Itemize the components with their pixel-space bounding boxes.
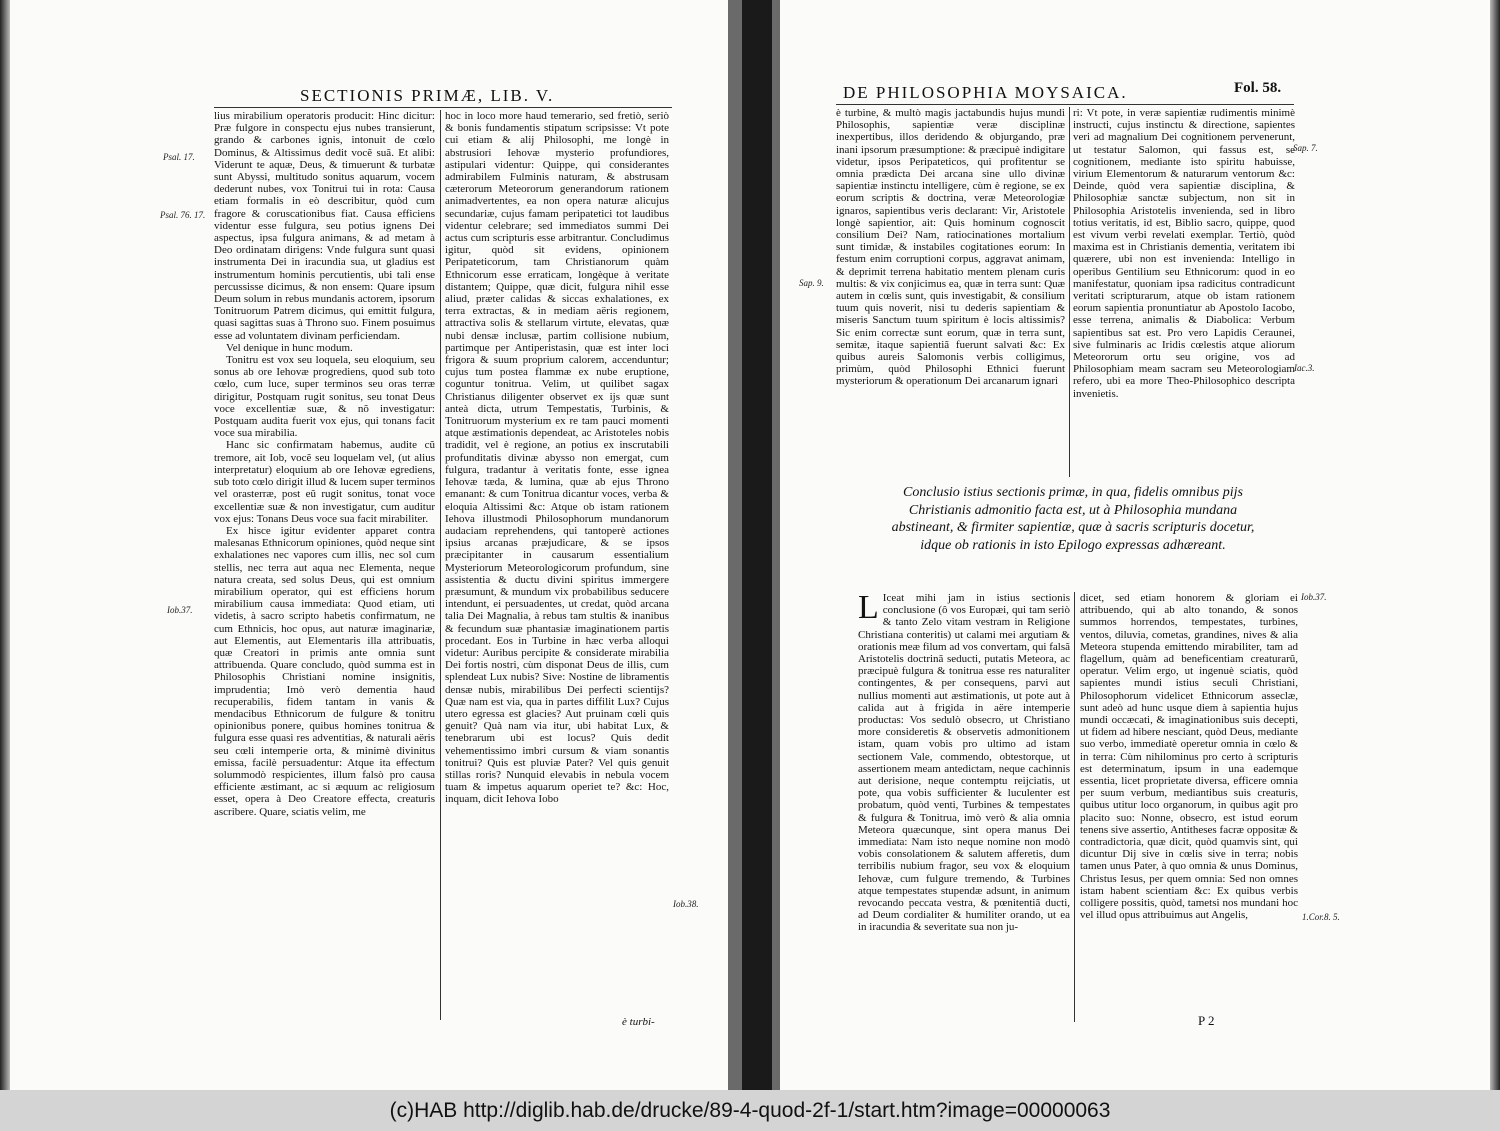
right-margin-note: Iob.37. [1301, 592, 1327, 602]
epilogue-column-b [1080, 592, 1298, 1032]
left-margin-note: Iob.38. [673, 899, 699, 909]
left-margin-note: Psal. 76. 17. [160, 210, 206, 220]
left-col-a-para-2: Vel denique in hunc modum. [226, 341, 353, 354]
section-conclusion-heading: Conclusio istius sectionis primæ, in qua, fidelis omnibus pijs Christianis admonitio facta est, ut à Philosophia mundana abstineant, & firmiter sapientiæ, quæ à sacris scripturis docetur, idque ob rationis in isto Epilogo expressas adhæreant. [891, 485, 1255, 553]
epilogue-a-text: Iceat mihi jam in istius sectionis conclusione (ô vos Europæi, qui tam seriò & tanto Zelo vitam vestram in Religione Christiana conteritis) ut calami mei argutiam & orationis meæ filum ad vos convertam, qui falsã Aristotelis doctrinã seducti, putatis Meteora, ac præcipuè fulgura & tonitrua esse res naturaliter contingentes, & per consequens, parvi aut nullius momenti aut æstimationis, ut pote aut à calida aut à frigida in aëre intemperie productas: Vos sedulò obsecro, ut Christiano more consideretis & observetis admonitionem istam, quam vobis pro ultimo ad istam sectionem Vale, commendo, obtestorque, ut assertionem meam antedictam, neque cachinnis aut derisione, neque contemptu reijciatis, ut pote, qua vobis sufficienter & luculenter est probatum, quòd venti, Turbines & tempestates & fulgura & Tonitrua, imò verò & alia omnia Meteora quæcunque, sint opera manus Dei immediata: Nam isto neque nomine non modò vobis consolationem & salutem afferetis, dum terribilis nubium fragor, seu vox & eloquium Iehovæ, cum fulgure tremendo, & Turbines atque tempestates stupendæ adsunt, in animum revocando peccata vestra, & pœnitentiã ducti, ad Deum cordialiter & humiliter orando, ut ea in iracundia & severitate sua non ju- [858, 592, 1070, 934]
right-column-b [1073, 107, 1295, 479]
signature-mark: P 2 [1198, 1013, 1215, 1028]
footer-bar [0, 1090, 1500, 1131]
book-gutter [742, 0, 772, 1090]
left-column-a [214, 110, 435, 1020]
right-col-b-para-1: ri: Vt pote, in veræ sapientiæ rudimentis minimè instructi, cujus instinctu & directione, sapientes veri ad magnalium Dei cognitionem pervenerunt, ut testatur Salomon, qui fassus est, se cognitionem, mediante isto spiritu habuisse, virium Elementorum & naturarum ventorum &c: Deinde, quòd vera sapientiæ disciplina, & Philosophiæ sanctæ subjectum, non sit in Philosophia Aristotelis invenienda, sed in libro totius veritatis, id est, Biblio sacro, quippe, quod est vivum verbi revelati exemplar. Tertiò, quòd maxima est in Christianis dementia, veritatem ibi quærere, ubi non est invenienda: Intelligo in operibus Gentilium seu Ethnicorum: quod in eo manifestatur, quoniam ipsa radicitus contradicunt veritati scripturarum, atque ob istam rationem eorum sapientia pronuntiatur ab Apostolo Iacobo, esse terrena, animalis & Diabolica: Verbum sapientibus sat est. Pro vero Lapidis Ceraunei, sive fulminaris ac Iridis cœlestis atque aliorum Meteororum ortu seu origine, vos ad Philosophiam meam sacram seu Meteorologiam refero, ubi ea more Theo-Philosophico descripta invenietis. [1073, 107, 1295, 400]
right-page-edge [1490, 0, 1500, 1090]
gutter-shadow [728, 0, 742, 1090]
right-margin-note: 1.Cor.8. 5. [1302, 912, 1340, 922]
right-col-a-para-1: è turbine, & multò magis jactabundis hujus mundi Philosophis, sapientiæ veræ disciplinæ inexpertibus, illos deridendo & objurgando, præ inani ipsorum præsumptione: & præcipuè indigitare videtur, ipsos Peripateticos, qui profitentur se omnia prædicta Dei arcana sine ullo divinæ sapientiæ instinctu intelligere, cùm è regione, se ex eorum scriptis & doctrina, veræ Meteorologiæ ignaros, sapientibus veris declarant: Vir, Aristotele longè sapientior, ait: Quis hominum cognoscit consilium Dei? Nam, ratiocinationes mortalium sunt timidæ, & instabiles cogitationes eorum: In festum enim corruptioni corpus, aggravat animam, & deprimit terrena habitatio mentem plenam curis multis: & vix conjicimus ea, quæ in terra sunt: Quæ autem in cœlis sunt, quis investigabit, & consilium tuum quis noverit, nisi tu dederis sapientiam & miseris Sanctum tuum spiritum è locis altissimis? Sic enim correctæ sunt eorum, quæ in terra sunt, semitæ, itaque sapientiã fuerunt salvati &c: Ex quibus aureis Salomonis verbis colligimus, primùm, quòd Philosophi Ethnici fuerunt mysteriorum & operationum Dei arcanarum ignari [836, 107, 1065, 388]
left-col-a-para-1: lius mirabilium operatoris producit: Hinc dicitur: Præ fulgore in conspectu ejus nubes transierunt, grando & carbones ignis, intonuit de cœlo Dominus, & Altissimus dedit vocẽ suã. Et alibi: Viderunt te aquæ, Deus, & timuerunt & turbatæ sunt Abyssi, multitudo sonitus aquarum, vocem dederunt nubes, vox Tonitrui tui in rota: Causa etiam formalis in eò describitur, quòd cum fragore & coruscationibus fiat. Causa efficiens videntur esse fulgura, seu potius ignens Dei aspectus, ipsa fulgura animans, & ad metam à Deo ordinatam dirigens: Vnde fulgura sunt quasi instrumenta Dei in iracundia sua, ut gladius est instrumentum hominis percutientis, ubi tali ense percussisse dicimus, & non ensem: Quare ipsum Deum solum in rebus mundanis actorem, ipsorum Tonitruorum Patrem dicimus, qui emittit fulgura, quasi sagittas suas à Throno suo. Finem posuimus esse ad voluntatem divinam perficiendam. [214, 110, 435, 342]
right-margin-note: Sap. 7. [1293, 143, 1318, 153]
copyright-credit: (c)HAB http://diglib.hab.de/drucke/89-4-quod-2f-1/start.htm?image=00000063 [389, 1098, 1111, 1122]
left-margin-note: Iob.37. [167, 605, 193, 615]
right-column-a [836, 107, 1065, 479]
folio-number: Fol. 58. [1234, 80, 1282, 96]
epilogue-column-divider [1074, 592, 1075, 1022]
left-col-a-para-3: Tonitru est vox seu loquela, seu eloquium, seu sonus ab ore Iehovæ progrediens, quod sub toto cœlo, cum luce, super terminos seu oras terræ dirigitur, Postquam rugit sonitus, seu tonat Deus voce excellentiæ suæ, & nõ investigatur: Postquam audita fuerit vox ejus, qui tonans facit voce sua mirabilia. [214, 354, 435, 440]
right-running-head: DE PHILOSOPHIA MOYSAICA. [843, 83, 1128, 102]
left-page-edge [0, 0, 10, 1090]
right-column-divider [1069, 107, 1070, 477]
dropcap-letter: L [858, 592, 879, 626]
right-margin-note: Iac.3. [1294, 363, 1315, 373]
left-margin-note: Psal. 17. [163, 152, 195, 162]
epilogue-column-a [858, 592, 1070, 1032]
right-head-rule [836, 104, 1294, 105]
gutter-shadow-right [772, 0, 780, 1090]
right-margin-note: Sap. 9. [799, 278, 824, 288]
left-col-b-para-1: hoc in loco more haud temerario, sed fretiò, seriò & bonis fundamentis stipatum scripsisse: Vt pote cui etiam & alij Philosophi, me longè in abstrusiori Iehovæ mysterio profundiores, astipulari videntur: Quippe, qui considerantes admirabilem Fulminis naturam, & abstrusam cæterorum Meteororum generandorum rationem animadvertentes, ea non opera naturæ alicujus secundariæ, cujus famam peripatetici tot laudibus videntur celebrare; sed immediatos summi Dei actus cum scripturis esse arbitrantur. Concludimus igitur, quòd sit evidens, opinionem Peripateticorum, tam Christianorum quàm Ethnicorum esse erraticam, longèque à veritate distantem; Quippe, quæ dicit, fulgura nihil esse aliud, præter calidas & siccas exhalationes, ex terra extractas, & in mediam aëris regionem, attractiva solis & stellarum virtute, elevatas, quæ nubi densæ inclusæ, partim collisione nubium, partimque per Antiperistasin, quæ est inter loci frigora & suum proprium calorem, accenduntur; cujus tum postea flammæ ex nube eruptione, coguntur tonitrua. Velim, ut quilibet sagax Christianus diligenter observet ex ijs quæ sunt anteà dicta, utrum Tempestatis, Turbinis, & Tonitruorum mysterium ex re tam pauci momenti atque æstimationis dependeat, ac Aristoteles nobis tradidit, vel è regione, an potius ex inscrutabili profunditatis divinæ abysso non emergat, cum fulgura, tradantur à veritatis fonte, esse ignea Iehovæ tæda, & lumina, quæ ab ejus Throno emanant: & cum Tonitrua dicantur voces, verba & eloquia Altissimi &c: Atque ob istam rationem Iehova illustmodi Philosophorum mundanorum audaciam reprehendens, qui tantoperè actiones ipsius arcanas præjudicare, & se ipsos præcipitanter in causarum essentialium Mysteriorum Meteorologicorum profundum, sine assistentia & ductu divini spiritus immergere præsumunt, & mundum vix probabilibus seducere intendunt, ei persuadentes, ut credat, quòd arcana talia Dei Magnalia, à rebus tam stultis & inanibus & fecundum suæ phantasiæ imaginationem partis procedant. Eos in Turbine in hæc verba alloqui videtur: Auribus percipite & considerate mirabilia Dei fortis nostri, cùm disponat Deus de illis, cum splendeat Lux nubis? Sive: Nostine de libramentis densæ nubis, mirabilibus Dei perfecti scientijs? Quæ nam est via, qua in partes diffilit Lux? Cujus utero egressa est glacies? Aut pruinam cœli quis genuit? Quà nam via itur, ubi habitat Lux, & tenebrarum ubi est locus? Quis dedit vehementissimo imbri cursum & viam sonantis tonitrui? Quis est pluviæ Pater? Vel quis genuit stillas roris? Nunquid elevabis in nebula vocem tuam & impetus aquarum operiet te? &c: Hoc, inquam, dicit Iehova Iobo [445, 110, 669, 806]
left-head-rule [214, 107, 672, 108]
left-col-a-para-5: Ex hisce igitur evidenter apparet contra malesanas Ethnicorum opiniones, quòd neque sint exhalationes nec vapores cum illis, nec sol cum stellis, nec terra aut aqua nec Elementa, neque natura creata, sed solus Deus, qui est omnium mirabilium operator, qui est efficiens horum mirabilium causa immediata: Quod etiam, uti videtis, à sacro scripto habetis confirmatum, ne cum Ethnicis, hoc opus, aut naturæ imaginariæ, aut Elementis, aut Elementaris illa attribuatis, quæ Creatori in primis ante omnia sunt attribuenda. Quare concludo, quòd summa est in Philosophis Christiani nomine insignitis, imprudentia; Imò verò dementia haud recuperabilis, fidem tantam in vanis & mendacibus Ethnicorum de fulgure & tonitru opinionibus ponere, quibus homines tonitrua & fulgura esse quasi res adventitias, & naturali aëris seu cœli intemperie orta, & minimè divinitus emissa, facilè persuadentur: Atque ita effectum solummodò respicientes, illum falsò pro causa efficiente æstimant, ac si æquum ac religiosum esset, opera à Deo Creatore effecta, creaturis ascribere. Quare, sciatis velim, me [214, 524, 435, 818]
left-col-a-para-4: Hanc sic confirmatam habemus, audite cũ tremore, ait Iob, vocẽ seu loquelam vel, (ut alius interpretatur) eloquium ab ore Iehovæ egrediens, sub toto cœlo dirigit illud & lucem super terminos vel orasterræ, post eũ rugit sonitus, tonat voce excellentiæ suæ & non investigatur, cum auditur vox ejus: Tonans Deus voce sua facit mirabiliter. [214, 439, 435, 525]
left-running-head: SECTIONIS PRIMÆ, LIB. V. [300, 86, 555, 105]
left-catchword: è turbi- [622, 1016, 655, 1028]
left-column-b [445, 110, 669, 1020]
epilogue-b-text: dicet, sed etiam honorem & gloriam ei attribuendo, qui ab alto tonando, & sonos summos horrendos, tempestates, turbines, ventos, diluvia, cometas, grandines, nives & alia Meteora stupenda emittendo mirabiliter, tam ad flagellum, quàm ad beneficentiam creaturarũ, operatur. Velim ergo, ut ingenuè sciatis, quòd sapientes mundi istius seculi Christiani, Philosophorum videlicet Ethnicorum asseclæ, sunt adeò ad hunc usque diem à sapientia hujus mundi occæcati, & imaginationibus suis decepti, ut fidem ad hibere nesciant, quòd Deus, mediante suo verbo, immediatè operetur omnia in cœlo & in terra: Cùm nihilominus pro certo à scripturis est determinatum, ipsum in una eademque essentia, licet proprietate diversa, efficere omnia per suum verbum, mediantibus suis creaturis, quibus utitur loco organorum, in quibus agit pro placito suo: Nonne, obsecro, est istud eorum tenens sive assertio, Antitheses facræ oppositæ & contradictoria, quæ dicit, quòd quamvis sint, qui dicuntur Dij sive in cœlis sive in terra; nobis tamen unus Pater, à quo omnia & unus Dominus, Christus Iesus, per quem omnia: Sed non omnes istam habent scientiam &c: Ex quibus verbis colligere possitis, quòd, tametsi nos mundani hoc vel illud opus attribuimus aut Angelis, [1080, 592, 1298, 922]
left-column-divider [440, 110, 441, 1020]
